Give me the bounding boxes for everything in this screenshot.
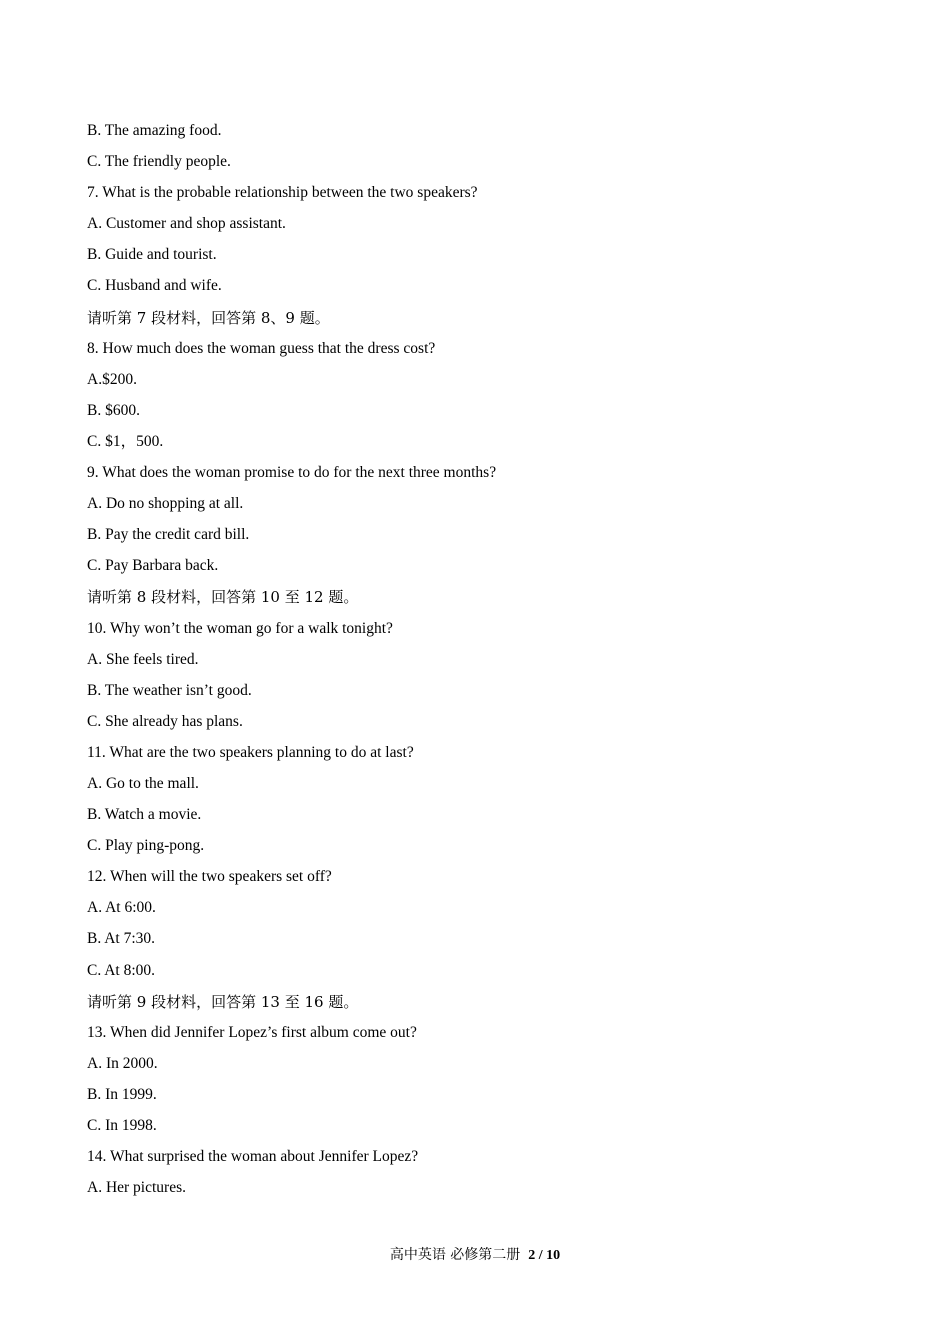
option-11c: C. Play ping-pong. <box>87 837 205 855</box>
option-9b: B. Pay the credit card bill. <box>87 526 250 544</box>
option-9a: A. Do no shopping at all. <box>87 495 244 513</box>
option-9c: C. Pay Barbara back. <box>87 557 219 575</box>
question-14: 14. What surprised the woman about Jennifer Lopez? <box>87 1148 419 1166</box>
option-10c: C. She already has plans. <box>87 712 243 730</box>
option-8b: B. $600. <box>87 401 140 419</box>
question-10: 10. Why won’t the woman go for a walk tonight? <box>87 619 393 637</box>
option-11a: A. Go to the mall. <box>87 774 199 792</box>
page-number: 2 / 10 <box>528 1248 561 1263</box>
option-13c: C. In 1998. <box>87 1117 157 1134</box>
question-8: 8. How much does the woman guess that the dress cost? <box>87 339 436 357</box>
question-7: 7. What is the probable relationship between the two speakers? <box>87 184 478 202</box>
question-11: 11. What are the two speakers planning to do at last? <box>87 743 414 761</box>
option-8a: A.$200. <box>87 370 137 388</box>
question-9: 9. What does the woman promise to do for the next three months? <box>87 464 497 482</box>
option-10b: B. The weather isn’t good. <box>87 681 252 699</box>
option-11b: B. Watch a movie. <box>87 806 202 824</box>
option-8c: C. $1，500. <box>87 432 164 450</box>
option-10a: A. She feels tired. <box>87 650 199 668</box>
question-13: 13. When did Jennifer Lopez’s first album come out? <box>87 1023 417 1041</box>
section-instruction-8: 请听第 8 段材料，回答第 10 至 12 题。 <box>87 588 359 607</box>
option-13a: A. In 2000. <box>87 1054 158 1072</box>
section-instruction-7: 请听第 7 段材料，回答第 8、9 题。 <box>87 308 330 327</box>
option-12c: C. At 8:00. <box>87 961 156 979</box>
option-6b: B. The amazing food. <box>87 122 222 139</box>
question-12: 12. When will the two speakers set off? <box>87 868 332 886</box>
footer-title: 高中英语 必修第二册 <box>389 1247 521 1263</box>
question-list <box>87 119 867 1207</box>
option-7b: B. Guide and tourist. <box>87 246 217 264</box>
option-7a: A. Customer and shop assistant. <box>87 215 286 233</box>
option-14a: A. Her pictures. <box>87 1179 186 1197</box>
option-12b: B. At 7:30. <box>87 930 156 948</box>
option-12a: A. At 6:00. <box>87 899 156 917</box>
option-7c: C. Husband and wife. <box>87 277 222 295</box>
option-6c: C. The friendly people. <box>87 153 231 171</box>
section-instruction-9: 请听第 9 段材料，回答第 13 至 16 题。 <box>87 992 359 1011</box>
option-13b: B. In 1999. <box>87 1085 157 1103</box>
page-footer <box>0 1245 950 1266</box>
